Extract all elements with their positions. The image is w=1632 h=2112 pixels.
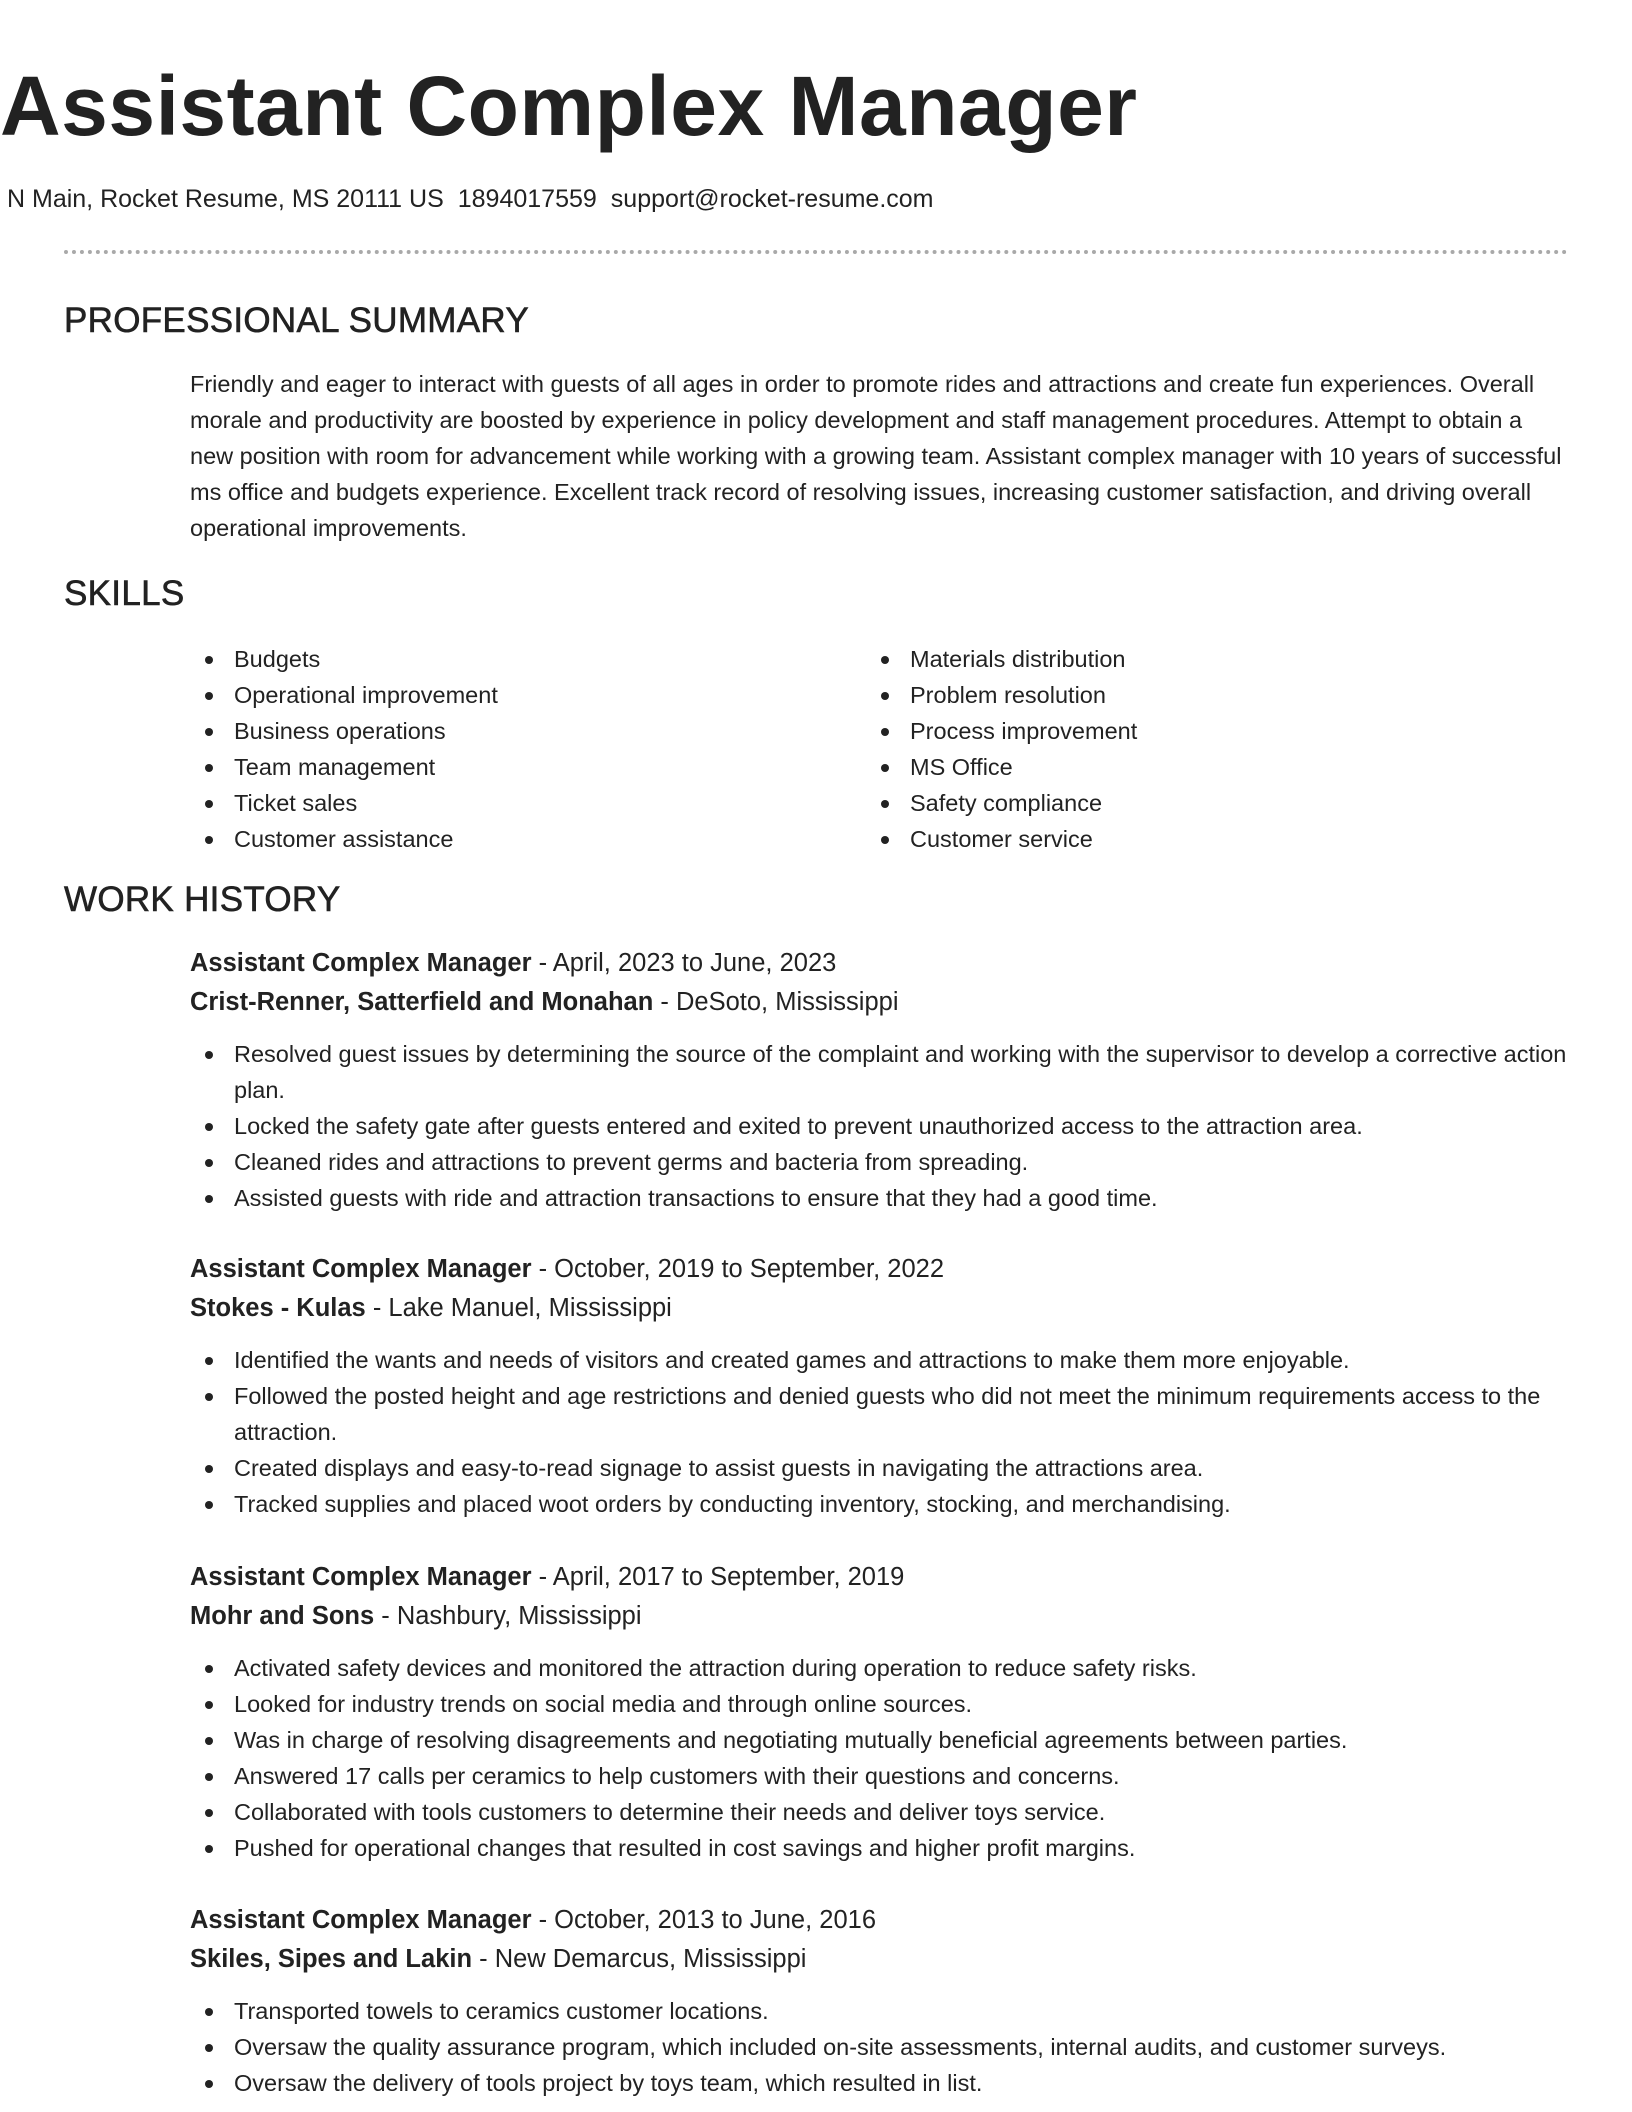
job-bullet: Tracked supplies and placed woot orders by conducting inventory, stocking, and merchandising. xyxy=(190,1486,1570,1522)
job-bullets xyxy=(190,1036,1570,1216)
job-bullet: Created displays and easy-to-read signage to assist guests in navigating the attractions area. xyxy=(190,1450,1570,1486)
job-role: Assistant Complex Manager xyxy=(190,1906,532,1934)
skills-list-right xyxy=(866,641,1466,857)
job-company-line xyxy=(190,983,1570,1022)
job-bullet: Answered 17 calls per ceramics to help customers with their questions and concerns. xyxy=(190,1758,1570,1794)
job-company-line xyxy=(190,1597,1570,1636)
job-bullet: Locked the safety gate after guests entered and exited to prevent unauthorized access to the attraction area. xyxy=(190,1108,1570,1144)
job-location: - DeSoto, Mississippi xyxy=(653,988,899,1016)
job-bullet: Collaborated with tools customers to determine their needs and deliver toys service. xyxy=(190,1794,1570,1830)
skill-item: Team management xyxy=(190,749,790,785)
job-bullets xyxy=(190,1993,1570,2101)
job-role: Assistant Complex Manager xyxy=(190,949,532,977)
job-role: Assistant Complex Manager xyxy=(190,1563,532,1591)
job-company: Crist-Renner, Satterfield and Monahan xyxy=(190,988,654,1016)
job-title-line xyxy=(190,1250,1570,1289)
job-bullet: Cleaned rides and attractions to prevent germs and bacteria from spreading. xyxy=(190,1144,1570,1180)
job-bullet: Pushed for operational changes that resulted in cost savings and higher profit margins. xyxy=(190,1830,1570,1866)
job-role: Assistant Complex Manager xyxy=(190,1255,532,1283)
job-bullet: Resolved guest issues by determining the source of the complaint and working with the supervisor to develop a corrective action plan. xyxy=(190,1036,1570,1108)
skills-heading: SKILLS xyxy=(64,574,185,613)
job-bullet: Identified the wants and needs of visitors and created games and attractions to make them more enjoyable. xyxy=(190,1342,1570,1378)
job-title-line xyxy=(190,1901,1570,1940)
job-bullet: Oversaw the delivery of tools project by toys team, which resulted in list. xyxy=(190,2065,1570,2101)
header-divider xyxy=(64,250,1568,254)
job-company-line xyxy=(190,1940,1570,1979)
skills-list-left xyxy=(190,641,790,857)
job-bullet: Was in charge of resolving disagreements and negotiating mutually beneficial agreements between parties. xyxy=(190,1722,1570,1758)
job-dates: - April, 2023 to June, 2023 xyxy=(531,949,837,977)
skill-item: Customer service xyxy=(866,821,1466,857)
job-company: Skiles, Sipes and Lakin xyxy=(190,1945,473,1973)
summary-heading: PROFESSIONAL SUMMARY xyxy=(64,301,529,340)
job-entry xyxy=(190,1250,1570,1522)
job-location: - Nashbury, Mississippi xyxy=(374,1602,642,1630)
skill-item: MS Office xyxy=(866,749,1466,785)
job-entry xyxy=(190,1901,1570,2101)
skill-item: Operational improvement xyxy=(190,677,790,713)
skill-item: Customer assistance xyxy=(190,821,790,857)
job-company-line xyxy=(190,1289,1570,1328)
contact-address: N Main, Rocket Resume, MS 20111 US xyxy=(7,185,444,213)
job-bullet: Assisted guests with ride and attraction transactions to ensure that they had a good time. xyxy=(190,1180,1570,1216)
job-title-line xyxy=(190,1558,1570,1597)
job-dates: - October, 2013 to June, 2016 xyxy=(531,1906,877,1934)
skill-item: Problem resolution xyxy=(866,677,1466,713)
job-location: - New Demarcus, Mississippi xyxy=(472,1945,807,1973)
contact-phone: 1894017559 xyxy=(457,185,597,213)
work-history-heading: WORK HISTORY xyxy=(64,880,341,919)
skill-item: Business operations xyxy=(190,713,790,749)
skill-item: Safety compliance xyxy=(866,785,1466,821)
job-dates: - October, 2019 to September, 2022 xyxy=(531,1255,945,1283)
job-entry xyxy=(190,1558,1570,1866)
contact-email: support@rocket-resume.com xyxy=(610,185,934,213)
job-entry xyxy=(190,944,1570,1216)
job-dates: - April, 2017 to September, 2019 xyxy=(531,1563,905,1591)
skill-item: Ticket sales xyxy=(190,785,790,821)
job-company: Mohr and Sons xyxy=(190,1602,375,1630)
job-company: Stokes - Kulas xyxy=(190,1294,366,1322)
candidate-name: Assistant Complex Manager xyxy=(0,59,1138,153)
skill-item: Budgets xyxy=(190,641,790,677)
job-title-line xyxy=(190,944,1570,983)
job-bullet: Looked for industry trends on social media and through online sources. xyxy=(190,1686,1570,1722)
skill-item: Process improvement xyxy=(866,713,1466,749)
job-bullets xyxy=(190,1342,1570,1522)
job-bullet: Followed the posted height and age restrictions and denied guests who did not meet the minimum requirements access to the attraction. xyxy=(190,1378,1570,1450)
job-bullets xyxy=(190,1650,1570,1866)
job-bullet: Transported towels to ceramics customer locations. xyxy=(190,1993,1570,2029)
job-location: - Lake Manuel, Mississippi xyxy=(365,1294,672,1322)
contact-line xyxy=(0,182,1632,216)
job-bullet: Oversaw the quality assurance program, which included on-site assessments, internal audits, and customer surveys. xyxy=(190,2029,1570,2065)
job-bullet: Activated safety devices and monitored the attraction during operation to reduce safety risks. xyxy=(190,1650,1570,1686)
skill-item: Materials distribution xyxy=(866,641,1466,677)
summary-text: Friendly and eager to interact with guests of all ages in order to promote rides and attractions and create fun experiences. Overall morale and productivity are boosted by experience in policy development and staff management procedures. Attempt to obtain a new position with room for advancement while working with a growing team. Assistant complex manager with 10 years of successful ms office and budgets experience. Excellent track record of resolving issues, increasing customer satisfaction, and driving overall operational improvements. xyxy=(190,371,1562,541)
